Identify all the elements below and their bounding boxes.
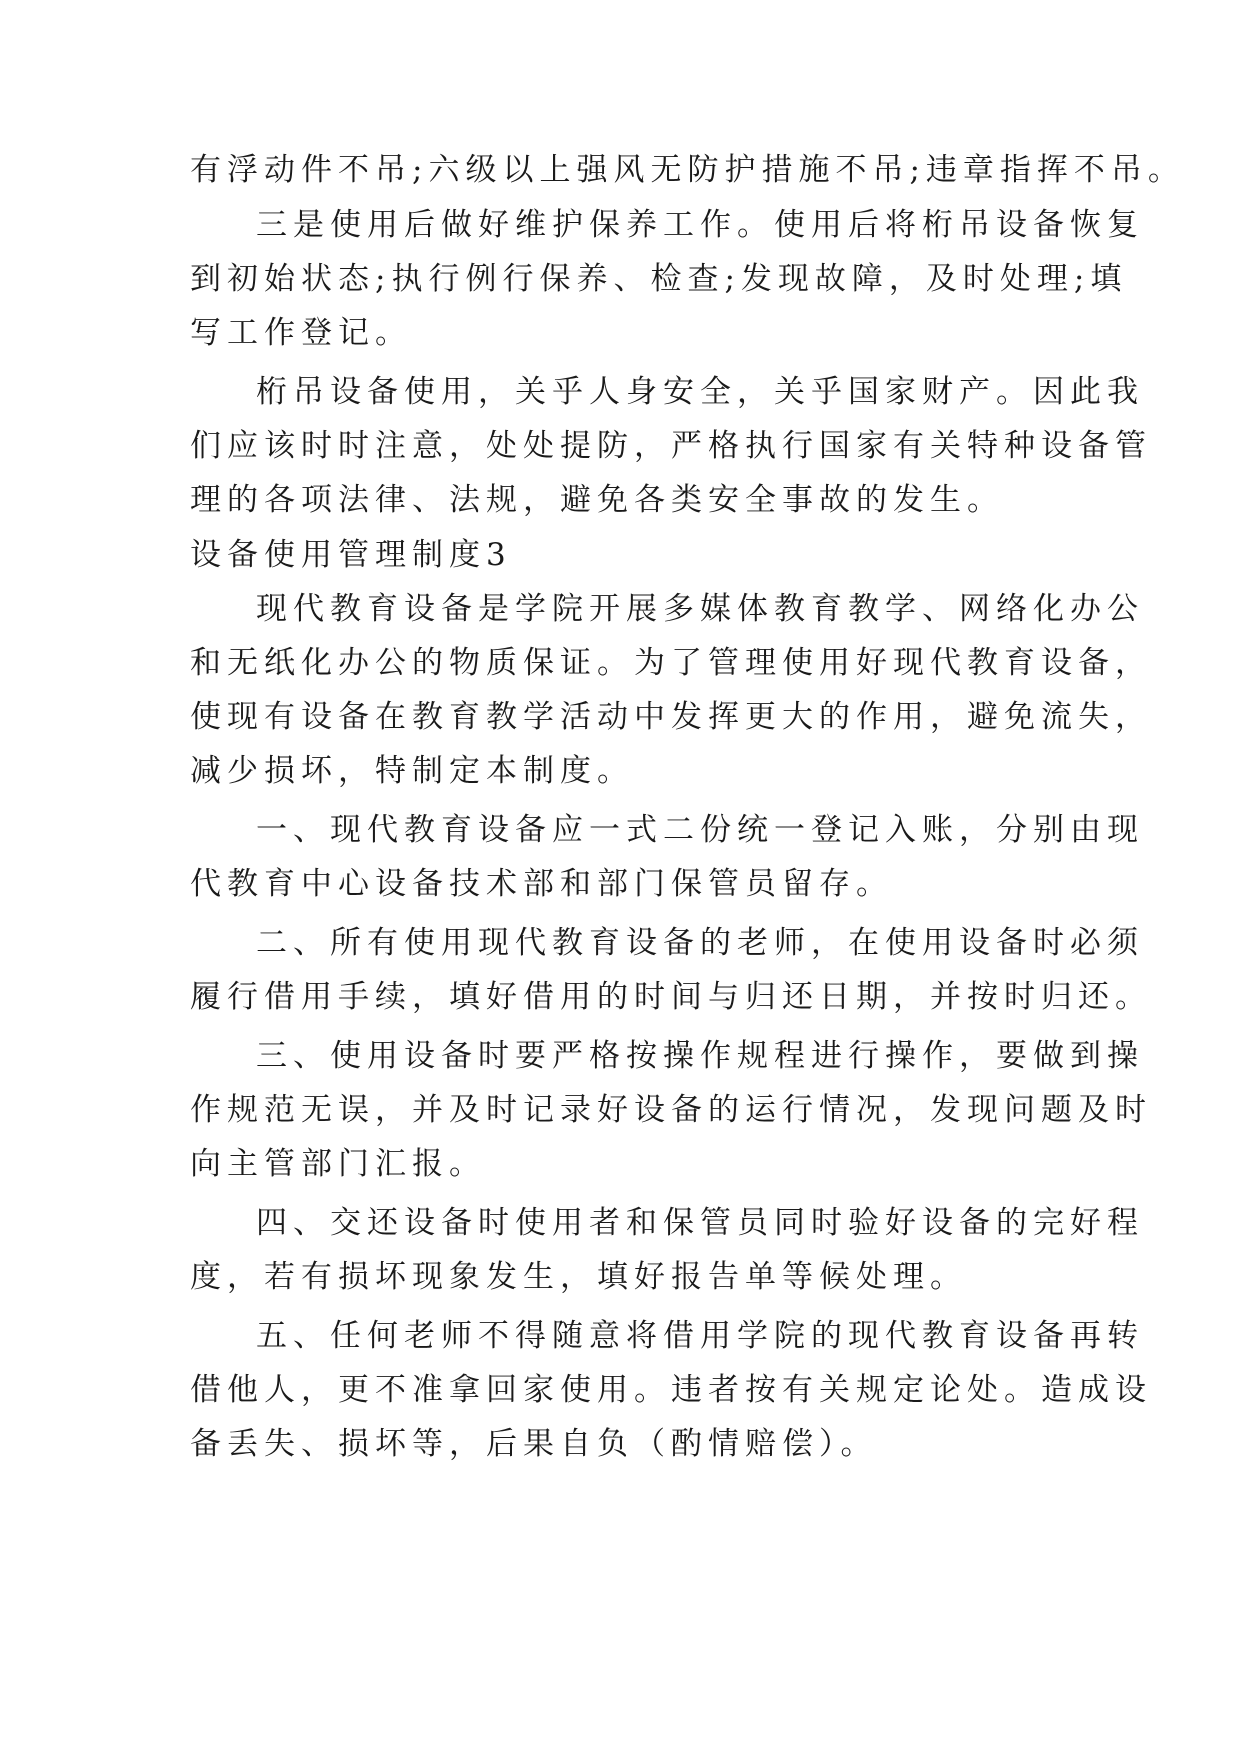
text-line: 到初始状态;执行例行保养、检查;发现故障，及时处理;填 bbox=[190, 261, 1128, 297]
paragraph-start: 三、使用设备时要严格按操作规程进行操作，要做到操 bbox=[256, 1038, 1144, 1074]
text-line: 减少损坏，特制定本制度。 bbox=[190, 753, 634, 789]
paragraph-start: 五、任何老师不得随意将借用学院的现代教育设备再转 bbox=[256, 1318, 1144, 1354]
text-line: 作规范无误，并及时记录好设备的运行情况，发现问题及时 bbox=[190, 1092, 1152, 1128]
paragraph-start: 三是使用后做好维护保养工作。使用后将桁吊设备恢复 bbox=[256, 207, 1144, 243]
text-line: 和无纸化办公的物质保证。为了管理使用好现代教育设备， bbox=[190, 645, 1152, 681]
text-line: 履行借用手续，填好借用的时间与归还日期，并按时归还。 bbox=[190, 979, 1152, 1015]
text-line: 度，若有损坏现象发生，填好报告单等候处理。 bbox=[190, 1259, 967, 1295]
text-line: 写工作登记。 bbox=[190, 315, 412, 351]
text-line: 们应该时时注意，处处提防，严格执行国家有关特种设备管 bbox=[190, 428, 1152, 464]
paragraph-start: 现代教育设备是学院开展多媒体教育教学、网络化办公 bbox=[256, 591, 1144, 627]
paragraph-start: 一、现代教育设备应一式二份统一登记入账，分别由现 bbox=[256, 812, 1144, 848]
text-line: 有浮动件不吊;六级以上强风无防护措施不吊;违章指挥不吊。 bbox=[190, 152, 1185, 188]
paragraph-start: 桁吊设备使用，关乎人身安全，关乎国家财产。因此我 bbox=[256, 374, 1144, 410]
text-line: 理的各项法律、法规，避免各类安全事故的发生。 bbox=[190, 482, 1004, 518]
text-line: 借他人，更不准拿回家使用。违者按有关规定论处。造成设 bbox=[190, 1372, 1152, 1408]
paragraph-start: 二、所有使用现代教育设备的老师，在使用设备时必须 bbox=[256, 925, 1144, 961]
text-line: 代教育中心设备技术部和部门保管员留存。 bbox=[190, 866, 893, 902]
section-heading: 设备使用管理制度3 bbox=[190, 537, 512, 573]
paragraph-start: 四、交还设备时使用者和保管员同时验好设备的完好程 bbox=[256, 1205, 1144, 1241]
text-line: 备丢失、损坏等，后果自负（酌情赔偿）。 bbox=[190, 1426, 878, 1462]
text-line: 向主管部门汇报。 bbox=[190, 1146, 486, 1182]
text-line: 使现有设备在教育教学活动中发挥更大的作用，避免流失， bbox=[190, 699, 1152, 735]
